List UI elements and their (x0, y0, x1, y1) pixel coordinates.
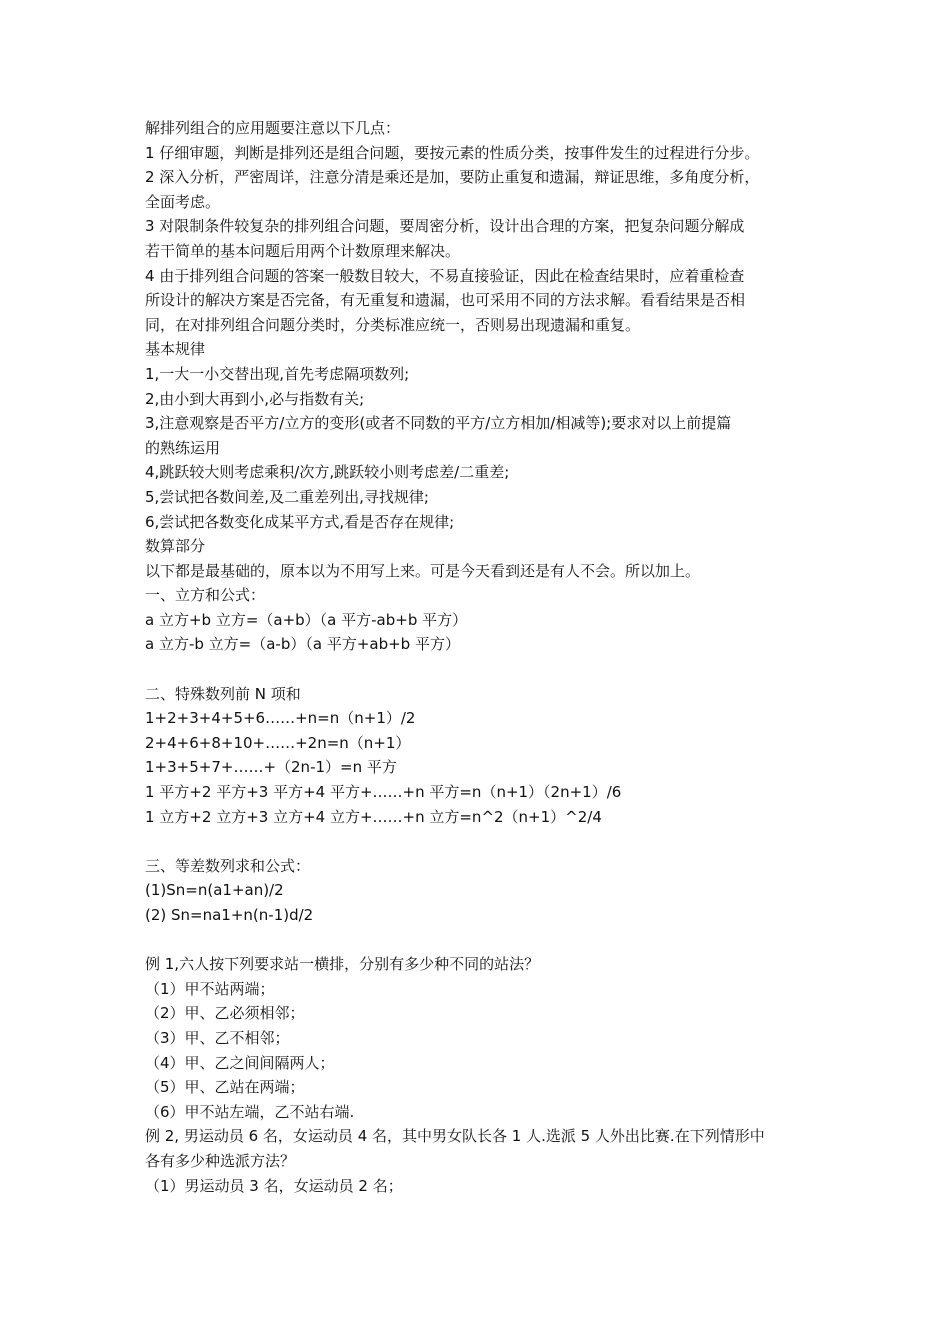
text-line: 同，在对排列组合问题分类时，分类标准应统一，否则易出现遗漏和重复。 (145, 315, 641, 334)
section-heading: 基本规律 (145, 340, 206, 359)
text-line: 所设计的解决方案是否完备，有无重复和遗漏，也可采用不同的方法求解。看看结果是否相 (145, 291, 746, 310)
blank-line (145, 829, 813, 854)
example-heading: 例 2, 男运动员 6 名，女运动员 4 名，其中男女队长各 1 人.选派 5 人外出比赛.在下列情形中 (145, 1127, 765, 1146)
text-line: 5,尝试把各数间差,及二重差列出,寻找规律; (145, 487, 429, 506)
blank-line (145, 657, 813, 682)
text-line: （6）甲不站左端，乙不站右端. (145, 1102, 355, 1121)
text-line: （4）甲、乙之间间隔两人； (145, 1053, 335, 1072)
text-line: 的熟练运用 (145, 438, 221, 457)
example-heading: 例 1,六人按下列要求站一横排，分别有多少种不同的站法？ (145, 955, 540, 974)
formula-line: (2) Sn=na1+n(n-1)d/2 (145, 906, 314, 924)
text-line: 1,一大一小交替出现,首先考虑隔项数列; (145, 364, 410, 383)
document-body (145, 116, 813, 1198)
formula-line: a 立方+b 立方=（a+b）（a 平方-ab+b 平方） (145, 610, 468, 629)
blank-line (145, 928, 813, 953)
section-heading: 二、特殊数列前 N 项和 (145, 684, 301, 703)
text-line: 2,由小到大再到小,必与指数有关; (145, 389, 365, 408)
formula-line: 1+3+5+7+……+（2n-1）=n 平方 (145, 758, 397, 777)
text-line: （2）甲、乙必须相邻； (145, 1004, 305, 1023)
formula-line: (1)Sn=n(a1+an)/2 (145, 881, 284, 900)
section-heading: 数算部分 (145, 537, 206, 556)
text-line: 各有多少种选派方法？ (145, 1151, 296, 1170)
formula-line: 1+2+3+4+5+6……+n=n（n+1）/2 (145, 709, 416, 728)
formula-line: 1 平方+2 平方+3 平方+4 平方+……+n 平方=n（n+1）（2n+1）/6 (145, 783, 622, 802)
text-line: 若干简单的基本问题后用两个计数原理来解决。 (145, 241, 461, 260)
text-line: 全面考虑。 (145, 192, 221, 211)
section-heading: 三、等差数列求和公式： (145, 856, 311, 875)
text-line: 3,注意观察是否平方/立方的变形(或者不同数的平方/立方相加/相减等);要求对以上前提篇 (145, 414, 732, 433)
text-line: 4,跳跃较大则考虑乘积/次方,跳跃较小则考虑差/二重差; (145, 463, 510, 482)
section-heading: 一、立方和公式： (145, 586, 266, 605)
text-line: （5）甲、乙站在两端； (145, 1078, 305, 1097)
text-line: 6,尝试把各数变化成某平方式,看是否存在规律; (145, 512, 455, 531)
formula-line: 2+4+6+8+10+……+2n=n（n+1） (145, 733, 411, 752)
formula-line: a 立方-b 立方=（a-b）（a 平方+ab+b 平方） (145, 635, 460, 654)
text-line: 2 深入分析，严密周详，注意分清是乘还是加，要防止重复和遗漏，辩证思维，多角度分析， (145, 168, 760, 187)
text-line: 以下都是最基础的，原本以为不用写上来。可是今天看到还是有人不会。所以加上。 (145, 561, 701, 580)
text-line: 解排列组合的应用题要注意以下几点： (145, 119, 401, 137)
text-line: 1 仔细审题，判断是排列还是组合问题，要按元素的性质分类，按事件发生的过程进行分步。 (145, 143, 760, 162)
text-line: （3）甲、乙不相邻； (145, 1028, 290, 1047)
text-line: （1）甲不站两端； (145, 979, 275, 998)
formula-line: 1 立方+2 立方+3 立方+4 立方+……+n 立方=n^2（n+1）^2/4 (145, 807, 602, 826)
text-line: 4 由于排列组合问题的答案一般数目较大，不易直接验证，因此在检查结果时，应着重检查 (145, 266, 745, 285)
text-line: 3 对限制条件较复杂的排列组合问题，要周密分析，设计出合理的方案，把复杂问题分解成 (145, 217, 745, 236)
text-line: （1）男运动员 3 名，女运动员 2 名； (145, 1176, 403, 1195)
